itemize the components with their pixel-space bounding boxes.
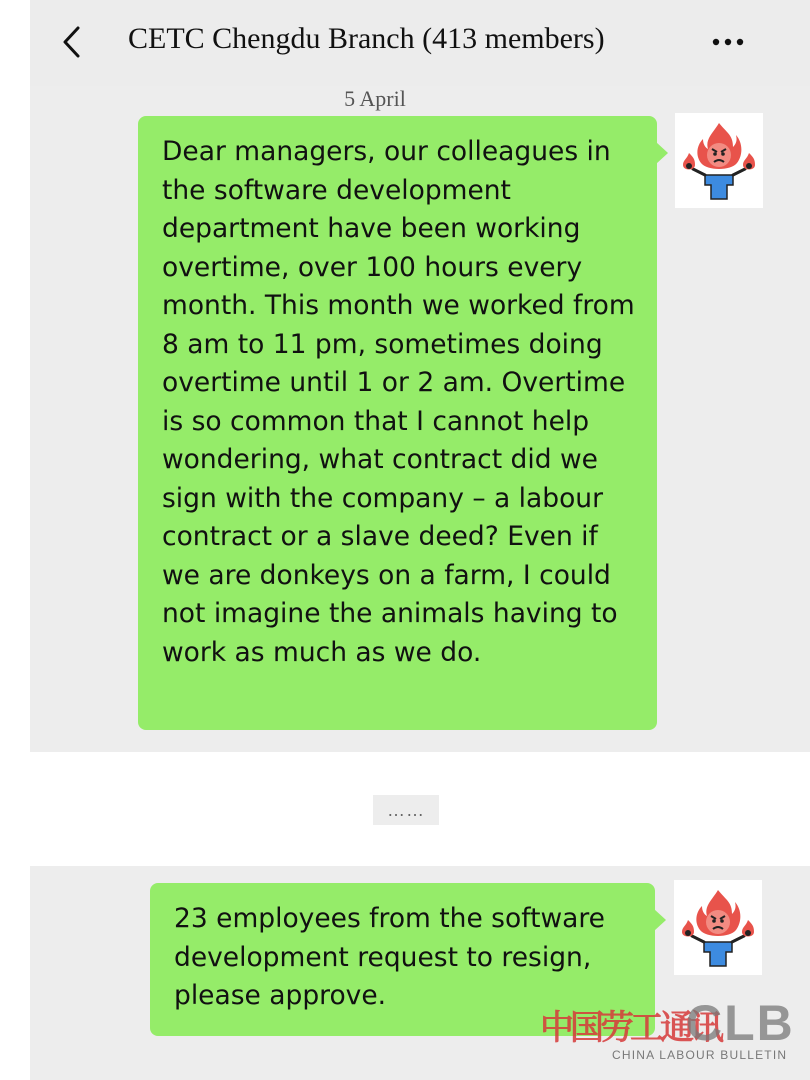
chat-header [30, 0, 810, 86]
more-dots-icon[interactable] [708, 30, 748, 54]
watermark-chinese: 中国劳工通讯 [540, 1008, 720, 1048]
bubble-tail [654, 909, 666, 931]
watermark-abbr: CLB [686, 995, 795, 1051]
message-text: Dear managers, our colleagues in the software development department have been working overtime, over 100 hours every month. This month we worked from 8 am to 11 pm, sometimes doing overtime until 1 or 2 am. Overtime is so common that I cannot help wondering, what contract did we sign with the company – a labour contract or a slave deed? Even if we are donkeys on a farm, I could not imagine the animals having to work as much as we do. [162, 136, 635, 668]
avatar[interactable] [674, 880, 762, 975]
omitted-messages-marker: …… [373, 795, 439, 825]
chat-title: CETC Chengdu Branch (413 members) [128, 22, 605, 55]
avatar[interactable] [675, 113, 763, 208]
date-label: 5 April [344, 86, 406, 111]
bubble-tail [656, 142, 668, 164]
clb-watermark-logo [540, 995, 802, 1070]
angry-flame-avatar-icon [674, 880, 762, 975]
chevron-left-icon[interactable] [58, 24, 88, 60]
watermark-name: CHINA LABOUR BULLETIN [612, 1048, 788, 1062]
message-text: 23 employees from the software development request to resign, please approve. [174, 903, 605, 1011]
message-bubble[interactable] [138, 116, 657, 730]
angry-flame-avatar-icon [675, 113, 763, 208]
